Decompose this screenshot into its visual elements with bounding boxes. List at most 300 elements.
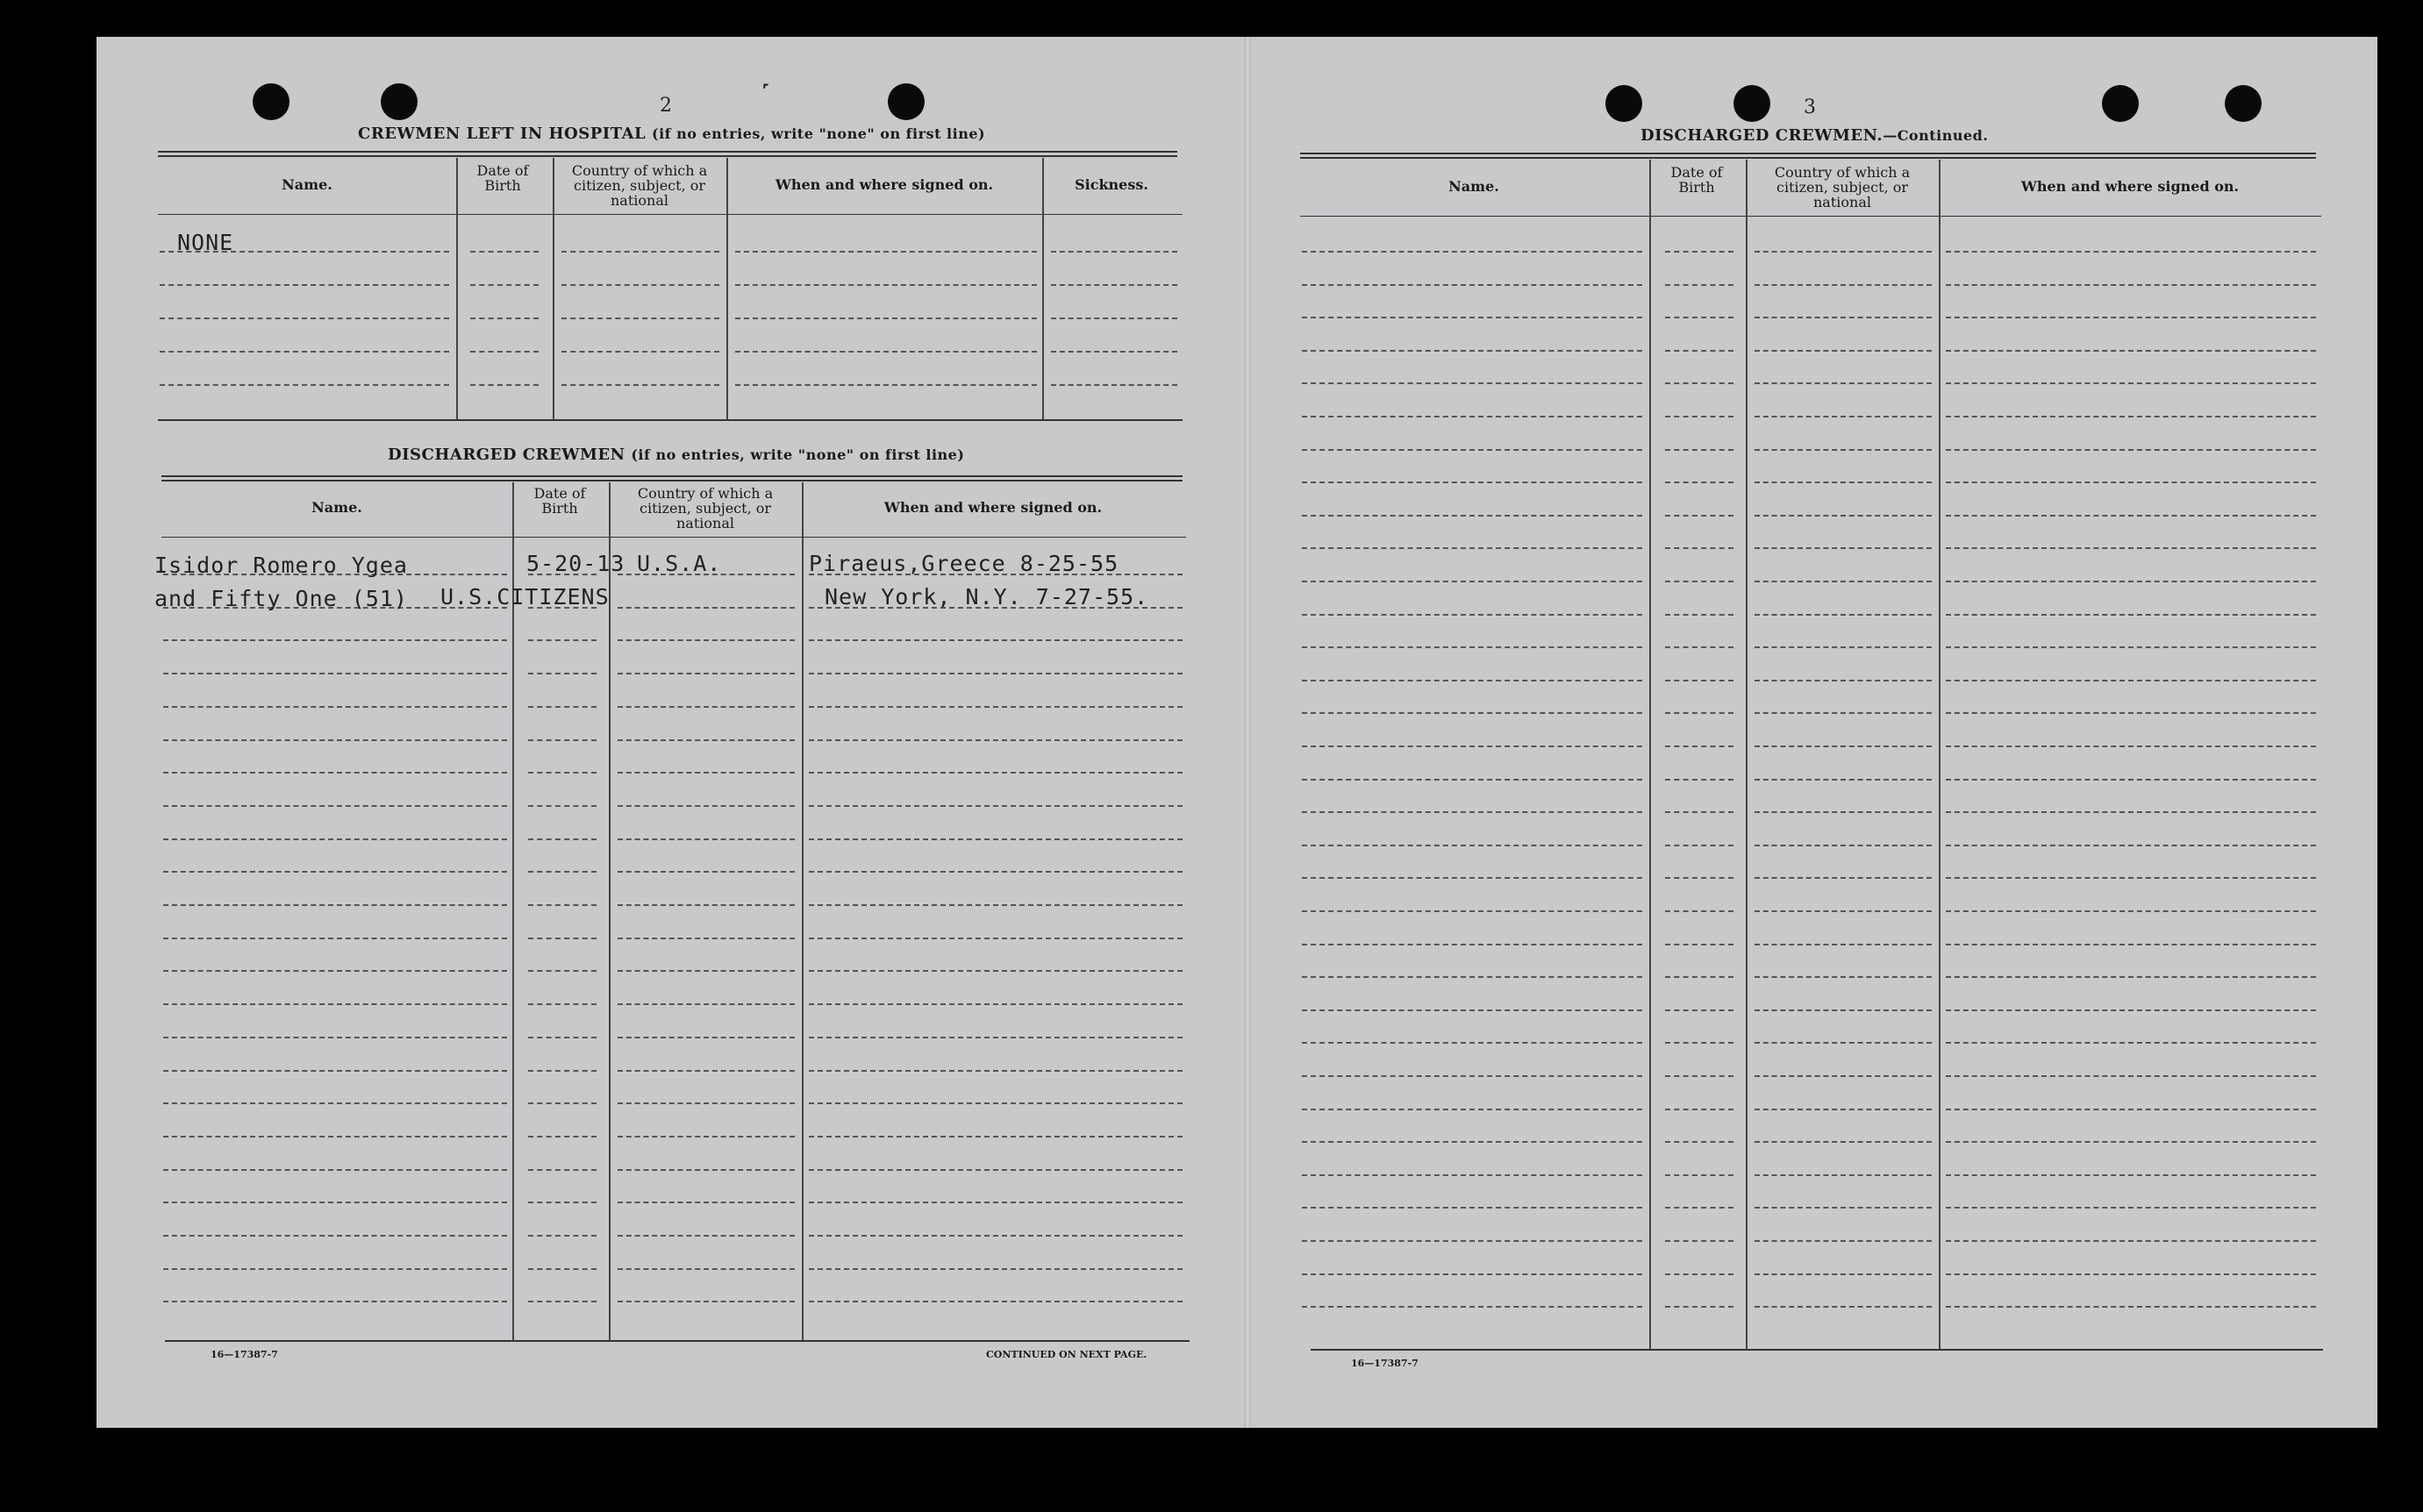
entry-line (163, 1169, 507, 1171)
entry-line (160, 317, 449, 319)
page-number-left: 2 (660, 95, 672, 117)
entry-line (1665, 680, 1733, 681)
continued-note: CONTINUED ON NEXT PAGE. (986, 1349, 1147, 1360)
entry-line (809, 805, 1183, 807)
entry-line (163, 1136, 507, 1138)
rule (1300, 153, 2316, 154)
entry-line (1946, 350, 2316, 352)
entry-line (1755, 481, 1932, 483)
entry-line (618, 1102, 795, 1104)
entry-line (1946, 317, 2316, 318)
entry-line (1302, 284, 1642, 286)
entry-line (1946, 745, 2316, 747)
col-divider (1746, 160, 1748, 1349)
entry-line (1946, 251, 2316, 253)
entry-line (1302, 779, 1642, 781)
col-header-country: Country of which a citizen, subject, or national (571, 162, 708, 209)
entry-line (618, 739, 795, 741)
entry-line (528, 673, 597, 674)
entry-line (163, 1003, 507, 1005)
hospital-entry: NONE (177, 230, 234, 255)
entry-line (809, 1136, 1183, 1138)
entry-line (163, 1070, 507, 1072)
entry-line (809, 772, 1183, 774)
entry-line (809, 1070, 1183, 1072)
entry-line (163, 706, 507, 708)
entry-line (1302, 1240, 1642, 1242)
entry-line (1946, 382, 2316, 384)
entry-line (1665, 1009, 1733, 1011)
entry-line (163, 772, 507, 774)
punch-hole (381, 83, 418, 120)
entry-line (1302, 449, 1642, 451)
entry-line (1946, 811, 2316, 813)
entry-line (1946, 581, 2316, 582)
entry-line (528, 805, 597, 807)
entry-line (163, 904, 507, 906)
entry-line (1755, 1174, 1932, 1176)
entry-line (561, 317, 719, 319)
entry-line (1946, 449, 2316, 451)
entry-line (1946, 1075, 2316, 1077)
entry-line (1051, 384, 1177, 386)
entry-line (1946, 1141, 2316, 1143)
entry-line (1302, 350, 1642, 352)
entry-line (618, 1169, 795, 1171)
entry-line (1755, 1306, 1932, 1308)
entry-line (1302, 1207, 1642, 1209)
entry-line (1665, 1207, 1733, 1209)
punch-hole (1605, 85, 1642, 122)
entry-line (528, 1102, 597, 1104)
form-number-right: 16—17387-7 (1351, 1358, 1419, 1369)
entry-line (1302, 481, 1642, 483)
entry-line (618, 1268, 795, 1270)
entry-line (528, 1169, 597, 1171)
punch-hole (888, 83, 925, 120)
entry-line (1946, 944, 2316, 945)
entry-line (618, 639, 795, 641)
entry-line (1051, 251, 1177, 253)
entry-line (1946, 976, 2316, 978)
entry-line (1946, 877, 2316, 879)
entry-line (1946, 547, 2316, 549)
punch-hole (1733, 85, 1770, 122)
entry-line (809, 838, 1183, 840)
entry-line (163, 938, 507, 939)
entry-line (1946, 779, 2316, 781)
entry-line (618, 673, 795, 674)
entry-line (618, 1003, 795, 1005)
entry-line (1665, 944, 1733, 945)
col-divider (802, 482, 804, 1340)
entry-line (1755, 944, 1932, 945)
entry-line (1665, 811, 1733, 813)
rule (161, 480, 1183, 481)
discharged-section-title (388, 446, 964, 464)
entry-line (1946, 845, 2316, 846)
entry-line (163, 639, 507, 641)
entry-line (1755, 1075, 1932, 1077)
entry-line (1302, 382, 1642, 384)
right-section-title (1640, 126, 1988, 145)
entry-line (1302, 317, 1642, 318)
entry-line (1946, 284, 2316, 286)
row-1-dob: 5-20-13 (526, 551, 625, 576)
rule (158, 151, 1177, 153)
entry-line (561, 384, 719, 386)
entry-line (1946, 481, 2316, 483)
entry-line (528, 871, 597, 873)
entry-line (528, 1202, 597, 1203)
entry-line (809, 1235, 1183, 1237)
entry-line (1665, 1306, 1733, 1308)
entry-line (1665, 1174, 1733, 1176)
entry-line (1755, 515, 1932, 517)
entry-line (1665, 646, 1733, 648)
col-header-name: Name. (282, 176, 332, 193)
entry-line (809, 639, 1183, 641)
entry-line (1755, 416, 1932, 417)
col-header-name: Name. (311, 499, 362, 516)
entry-line (1302, 680, 1642, 681)
entry-line (160, 351, 449, 353)
entry-line (1946, 1042, 2316, 1044)
entry-line (735, 317, 1037, 319)
entry-line (1946, 646, 2316, 648)
entry-line (1946, 515, 2316, 517)
entry-line (1302, 515, 1642, 517)
entry-line (528, 706, 597, 708)
entry-line (1755, 712, 1932, 714)
punch-hole (253, 83, 289, 120)
entry-line (809, 938, 1183, 939)
entry-line (1665, 581, 1733, 582)
entry-line (1302, 944, 1642, 945)
entry-line (1665, 251, 1733, 253)
entry-line (1665, 416, 1733, 417)
entry-line (1755, 811, 1932, 813)
rule (161, 537, 1186, 538)
entry-line (528, 1037, 597, 1038)
row-1-signed: Piraeus,Greece 8-25-55 (809, 551, 1119, 576)
entry-line (1665, 1141, 1733, 1143)
entry-line (618, 607, 795, 609)
entry-line (735, 284, 1037, 286)
entry-line (1755, 350, 1932, 352)
entry-line (163, 1202, 507, 1203)
entry-line (528, 1235, 597, 1237)
entry-line (1665, 910, 1733, 912)
entry-line (528, 838, 597, 840)
entry-line (1302, 910, 1642, 912)
entry-line (1665, 547, 1733, 549)
entry-line (1665, 1273, 1733, 1275)
col-header-country: Country of which a citizen, subject, or national (1774, 164, 1911, 210)
scan-mark: ˹ (761, 77, 770, 108)
entry-line (163, 673, 507, 674)
right-page (1251, 37, 2377, 1428)
discharged-title-text: DISCHARGED CREWMEN (388, 446, 625, 464)
entry-line (528, 1268, 597, 1270)
entry-line (163, 1102, 507, 1104)
left-page (96, 37, 1251, 1428)
entry-line (809, 1102, 1183, 1104)
entry-line (809, 970, 1183, 972)
entry-line (1665, 614, 1733, 616)
entry-line (809, 1037, 1183, 1038)
rule (1300, 216, 2321, 217)
entry-line (1665, 712, 1733, 714)
entry-line (1665, 779, 1733, 781)
entry-line (809, 1268, 1183, 1270)
entry-line (1302, 1174, 1642, 1176)
entry-line (163, 871, 507, 873)
entry-line (1302, 251, 1642, 253)
entry-line (1755, 1109, 1932, 1110)
entry-line (735, 384, 1037, 386)
entry-line (160, 284, 449, 286)
hospital-title-note: (if no entries, write "none" on first line) (652, 125, 986, 142)
entry-line (470, 351, 539, 353)
entry-line (618, 1202, 795, 1203)
entry-line (163, 805, 507, 807)
entry-line (809, 904, 1183, 906)
entry-line (1665, 284, 1733, 286)
entry-line (1665, 481, 1733, 483)
row-2-signed: New York, N.Y. 7-27-55. (825, 584, 1149, 610)
entry-line (1755, 745, 1932, 747)
right-title-suffix: —Continued. (1883, 127, 1989, 144)
entry-line (1302, 877, 1642, 879)
col-header-signed: When and where signed on. (2020, 178, 2240, 195)
entry-line (618, 1301, 795, 1302)
entry-line (1665, 745, 1733, 747)
entry-line (1302, 712, 1642, 714)
entry-line (618, 1136, 795, 1138)
entry-line (1755, 284, 1932, 286)
entry-line (1946, 416, 2316, 417)
entry-line (1665, 1109, 1733, 1110)
entry-line (1755, 646, 1932, 648)
entry-line (528, 739, 597, 741)
entry-line (1665, 1042, 1733, 1044)
col-divider (553, 158, 554, 419)
entry-line (561, 284, 719, 286)
rule (158, 419, 1183, 421)
entry-line (1302, 547, 1642, 549)
entry-line (1755, 1240, 1932, 1242)
entry-line (470, 384, 539, 386)
entry-line (1302, 614, 1642, 616)
entry-line (1755, 614, 1932, 616)
punch-hole (2225, 85, 2262, 122)
entry-line (561, 351, 719, 353)
entry-line (1946, 614, 2316, 616)
entry-line (1755, 1141, 1932, 1143)
col-divider (512, 482, 514, 1340)
entry-line (1302, 416, 1642, 417)
entry-line (1755, 845, 1932, 846)
entry-line (618, 772, 795, 774)
col-divider (609, 482, 611, 1340)
entry-line (1755, 680, 1932, 681)
entry-line (1302, 1141, 1642, 1143)
entry-line (1051, 351, 1177, 353)
entry-line (1946, 1009, 2316, 1011)
entry-line (163, 1268, 507, 1270)
entry-line (809, 1169, 1183, 1171)
entry-line (160, 384, 449, 386)
entry-line (1755, 251, 1932, 253)
entry-line (735, 251, 1037, 253)
col-divider (456, 158, 458, 419)
entry-line (618, 938, 795, 939)
entry-line (618, 805, 795, 807)
entry-line (1302, 745, 1642, 747)
entry-line (1946, 1273, 2316, 1275)
col-header-dob: Date of Birth (1670, 164, 1723, 196)
entry-line (528, 1003, 597, 1005)
entry-line (618, 904, 795, 906)
entry-line (809, 739, 1183, 741)
entry-line (528, 1301, 597, 1302)
entry-line (528, 772, 597, 774)
entry-line (1302, 581, 1642, 582)
entry-line (809, 1202, 1183, 1203)
entry-line (1051, 317, 1177, 319)
entry-line (809, 871, 1183, 873)
entry-line (163, 739, 507, 741)
entry-line (1946, 1240, 2316, 1242)
entry-line (1302, 1042, 1642, 1044)
page-fold (1244, 37, 1251, 1428)
rule (158, 214, 1183, 215)
col-header-name: Name. (1448, 178, 1499, 195)
hospital-section-title (358, 125, 985, 143)
entry-line (470, 284, 539, 286)
col-header-signed: When and where signed on. (775, 176, 994, 193)
entry-line (1665, 845, 1733, 846)
entry-line (1302, 1273, 1642, 1275)
entry-line (1755, 317, 1932, 318)
rule (161, 475, 1183, 477)
row-1-country: U.S.A. (637, 551, 722, 576)
entry-line (1665, 350, 1733, 352)
col-header-dob: Date of Birth (533, 485, 586, 517)
entry-line (618, 1070, 795, 1072)
entry-line (528, 904, 597, 906)
entry-line (528, 639, 597, 641)
form-number-left: 16—17387-7 (211, 1349, 278, 1360)
entry-line (1755, 547, 1932, 549)
entry-line (1755, 1207, 1932, 1209)
entry-line (618, 871, 795, 873)
entry-line (470, 317, 539, 319)
col-divider (1939, 160, 1941, 1349)
entry-line (163, 1235, 507, 1237)
entry-line (1302, 1075, 1642, 1077)
entry-line (1946, 1306, 2316, 1308)
entry-line (1302, 646, 1642, 648)
entry-line (1946, 712, 2316, 714)
entry-line (1665, 317, 1733, 318)
entry-line (809, 706, 1183, 708)
entry-line (618, 838, 795, 840)
entry-line (1302, 845, 1642, 846)
entry-line (735, 351, 1037, 353)
entry-line (1302, 976, 1642, 978)
entry-line (1665, 976, 1733, 978)
entry-line (1755, 1042, 1932, 1044)
entry-line (1665, 515, 1733, 517)
row-1-name: Isidor Romero Ygea (154, 553, 408, 578)
col-divider (1042, 158, 1044, 419)
right-title-text: DISCHARGED CREWMEN. (1640, 126, 1883, 145)
entry-line (528, 1136, 597, 1138)
entry-line (1302, 1306, 1642, 1308)
entry-line (163, 1037, 507, 1038)
entry-line (1755, 910, 1932, 912)
discharged-title-note: (if no entries, write "none" on first line) (631, 446, 965, 463)
entry-line (1946, 1109, 2316, 1110)
col-divider (1649, 160, 1651, 1349)
entry-line (1755, 449, 1932, 451)
entry-line (1946, 680, 2316, 681)
entry-line (618, 706, 795, 708)
entry-line (1946, 910, 2316, 912)
rule (158, 155, 1177, 157)
entry-line (809, 673, 1183, 674)
entry-line (1302, 1109, 1642, 1110)
entry-line (561, 251, 719, 253)
entry-line (1665, 1075, 1733, 1077)
entry-line (1302, 1009, 1642, 1011)
entry-line (1665, 877, 1733, 879)
entry-line (1755, 382, 1932, 384)
col-header-country: Country of which a citizen, subject, or national (637, 485, 774, 531)
entry-line (528, 938, 597, 939)
punch-hole (2102, 85, 2139, 122)
hospital-title-text: CREWMEN LEFT IN HOSPITAL (358, 125, 647, 143)
entry-line (618, 970, 795, 972)
entry-line (618, 1235, 795, 1237)
entry-line (1665, 382, 1733, 384)
row-2-name: and Fifty One (51) (154, 586, 408, 611)
entry-line (163, 1301, 507, 1302)
entry-line (1051, 284, 1177, 286)
entry-line (1946, 1207, 2316, 1209)
entry-line (1665, 449, 1733, 451)
entry-line (1755, 1009, 1932, 1011)
rule (165, 1340, 1190, 1342)
rule (1311, 1349, 2323, 1351)
entry-line (1755, 581, 1932, 582)
entry-line (1755, 1273, 1932, 1275)
row-2-dob: U.S.CITIZENS (440, 584, 610, 610)
rule (1300, 157, 2316, 159)
entry-line (1755, 779, 1932, 781)
entry-line (528, 970, 597, 972)
col-divider (726, 158, 728, 419)
entry-line (1665, 1240, 1733, 1242)
entry-line (809, 1003, 1183, 1005)
col-header-signed: When and where signed on. (883, 499, 1103, 516)
entry-line (163, 838, 507, 840)
entry-line (528, 1070, 597, 1072)
entry-line (1946, 1174, 2316, 1176)
col-header-sickness: Sickness. (1075, 176, 1148, 193)
